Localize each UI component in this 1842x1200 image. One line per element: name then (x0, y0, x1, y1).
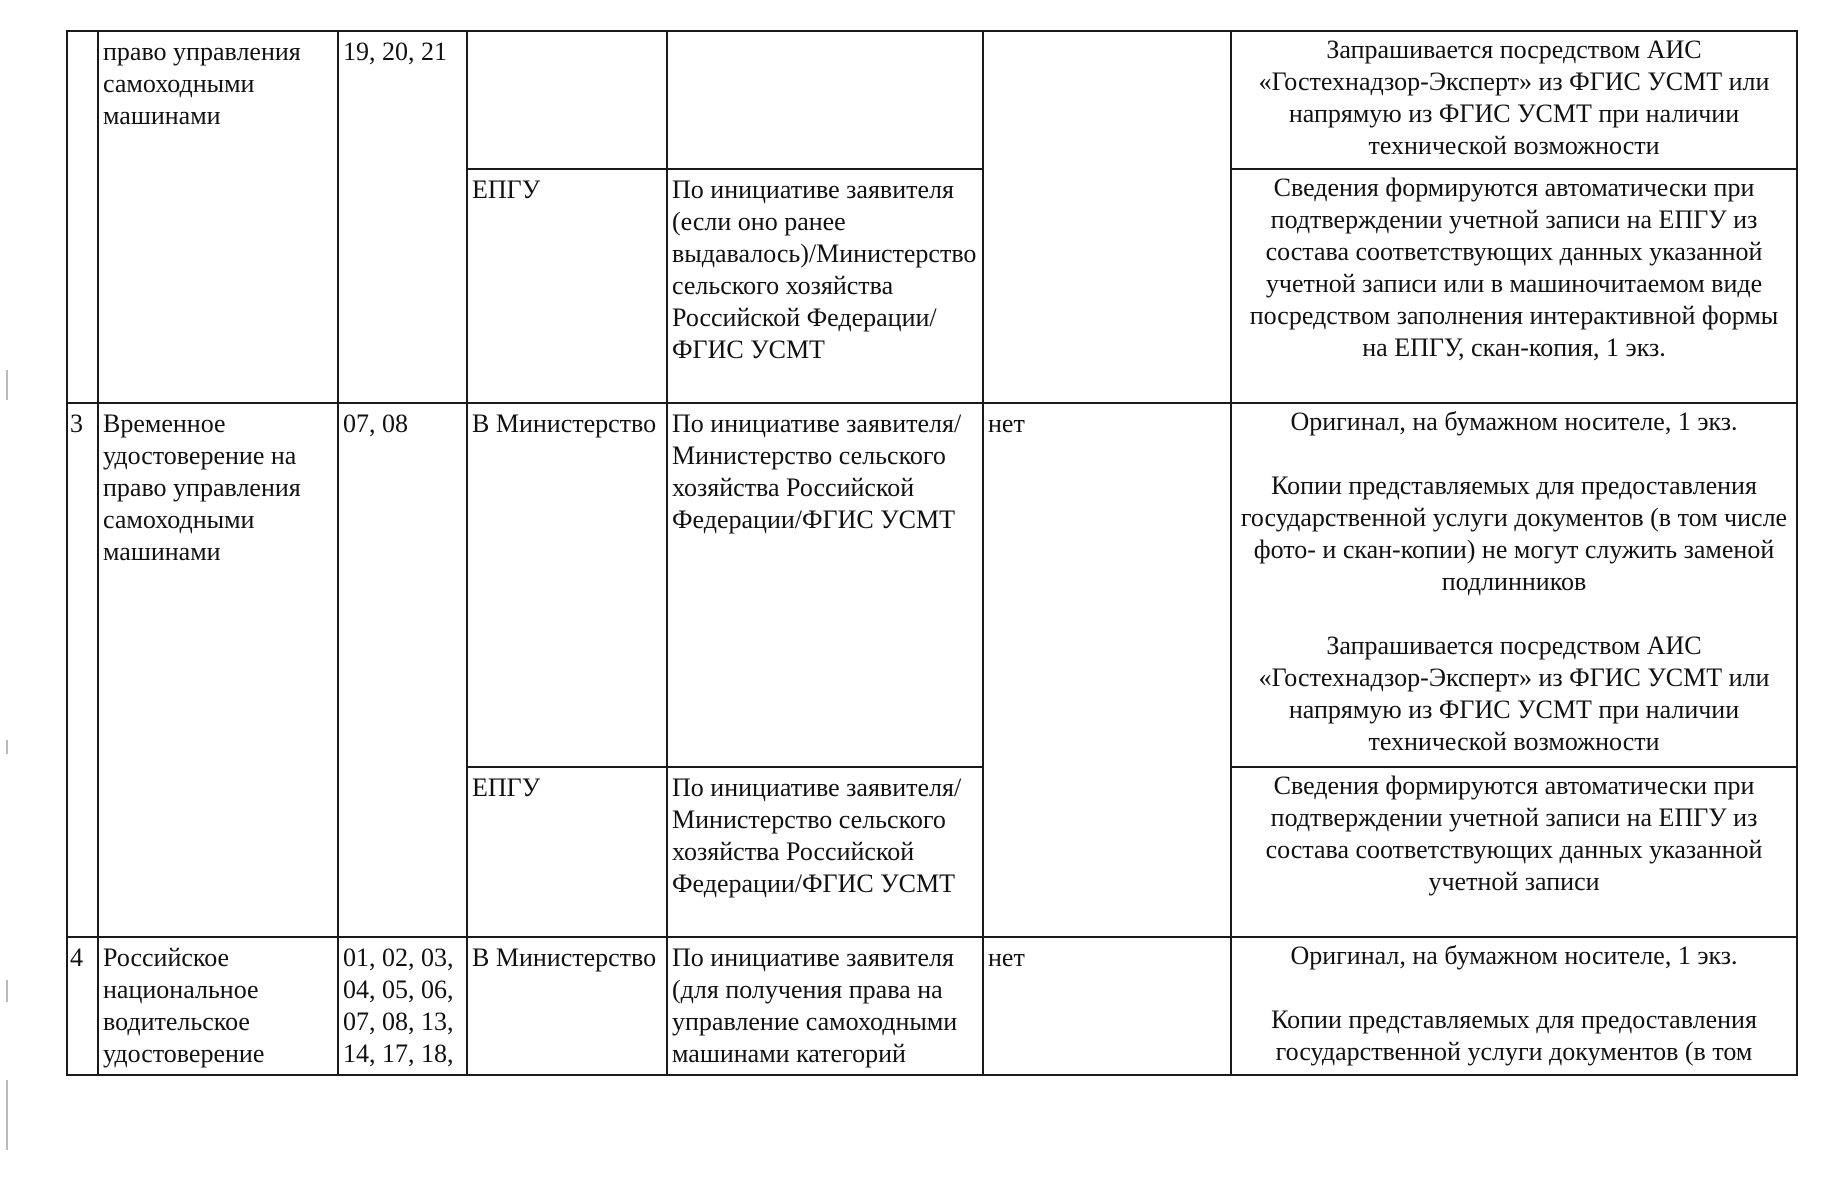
paragraph-gap (1240, 972, 1788, 1004)
scan-edge-mark (6, 740, 8, 754)
document-page (66, 30, 1796, 1076)
scan-edge-mark (6, 980, 8, 1002)
channel-cell (467, 31, 667, 169)
extra-cell: нет (983, 937, 1231, 1075)
table-row (67, 937, 1797, 1075)
doc-name-cell: право управления самоходными машинами (98, 31, 338, 403)
channel-cell: ЕПГУ (467, 169, 667, 403)
note-paragraph: Оригинал, на бумажном носителе, 1 экз. (1290, 941, 1738, 970)
paragraph-gap (1240, 438, 1788, 470)
row-index-cell: 4 (67, 937, 98, 1075)
source-cell (667, 31, 983, 169)
note-paragraph: Копии представляемых для предоставления государственной услуги документов (в том (1271, 1005, 1757, 1066)
note-paragraph: Копии представляемых для предоставления государственной услуги документов (в том числе фото- и скан-копии) не могут служить заменой подлинников (1240, 471, 1788, 596)
row-index-cell (67, 31, 98, 403)
doc-name-cell: Временное удостоверение на право управления самоходными машинами (98, 403, 338, 937)
extra-cell: нет (983, 403, 1231, 937)
extra-cell (983, 31, 1231, 403)
paragraph-gap (1240, 598, 1788, 630)
note-cell: Сведения формируются автоматически при подтверждении учетной записи на ЕПГУ из состава соответствующих данных указанной учетной записи или в машиночитаемом виде посредством заполнения интерактивной формы на ЕПГУ, скан-копия, 1 экз. (1231, 169, 1797, 403)
source-cell: По инициативе заявителя (если оно ранее выдавалось)/Министерство сельского хозяйства Российской Федерации/ФГИС УСМТ (667, 169, 983, 403)
note-paragraph: Оригинал, на бумажном носителе, 1 экз. (1290, 407, 1738, 436)
source-cell: По инициативе заявителя/Министерство сельского хозяйства Российской Федерации/ФГИС УСМТ (667, 403, 983, 767)
channel-cell: В Министерство (467, 403, 667, 767)
source-cell: По инициативе заявителя/Министерство сельского хозяйства Российской Федерации/ФГИС УСМТ (667, 767, 983, 937)
requirements-table (66, 30, 1798, 1076)
note-cell (1231, 403, 1797, 767)
source-cell: По инициативе заявителя (для получения права на управление самоходными машинами категорий (667, 937, 983, 1075)
codes-cell: 07, 08 (338, 403, 467, 937)
codes-cell: 19, 20, 21 (338, 31, 467, 403)
scan-edge-mark (6, 370, 8, 400)
channel-cell: В Министерство (467, 937, 667, 1075)
channel-cell: ЕПГУ (467, 767, 667, 937)
note-paragraph: Запрашивается посредством АИС «Гостехнадзор-Эксперт» из ФГИС УСМТ или напрямую из ФГИС УСМТ при наличии технической возможности (1258, 631, 1770, 756)
row-index-cell: 3 (67, 403, 98, 937)
table-row (67, 31, 1797, 169)
note-cell: Сведения формируются автоматически при подтверждении учетной записи на ЕПГУ из состава соответствующих данных указанной учетной записи (1231, 767, 1797, 937)
codes-cell: 01, 02, 03, 04, 05, 06, 07, 08, 13, 14, 17, 18, (338, 937, 467, 1075)
scan-edge-mark (6, 1080, 8, 1150)
note-cell: Запрашивается посредством АИС «Гостехнадзор-Эксперт» из ФГИС УСМТ или напрямую из ФГИС УСМТ при наличии технической возможности (1231, 31, 1797, 169)
doc-name-cell: Российское национальное водительское удостоверение (98, 937, 338, 1075)
table-row (67, 403, 1797, 767)
note-cell (1231, 937, 1797, 1075)
